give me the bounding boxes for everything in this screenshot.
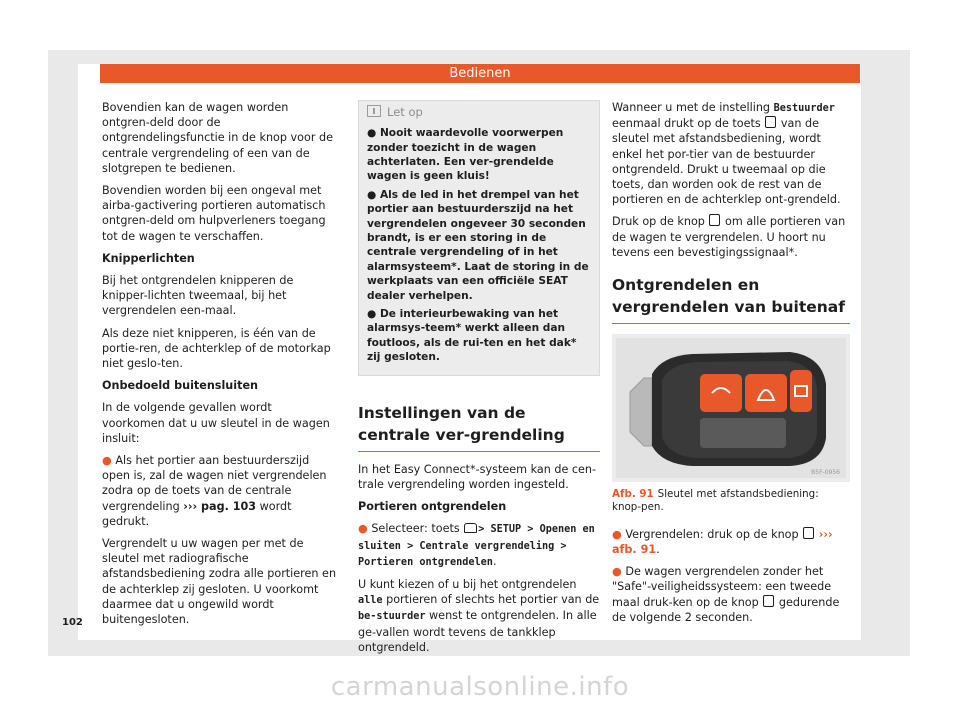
info-icon — [367, 105, 381, 117]
bullet-icon: ● — [367, 127, 380, 140]
bullet-item: ● Als het portier aan bestuurderszijd open is, zal de wagen niet vergrendelen zodra op de toets van de centrale vergrendeling ››› pag. 103 wordt gedrukt. — [102, 454, 327, 528]
bullet-item: ● De wagen vergrendelen zonder het "Safe"-veiligheidssysteem: een tweede maal druk-ken op de knop gedurende de volgende 2 seconden. — [612, 565, 840, 624]
lock-icon — [709, 214, 720, 226]
figure-caption: Afb. 91 Sleutel met afstandsbediening: knop-pen. — [612, 488, 819, 514]
bullet-icon: ● — [358, 522, 372, 536]
note-item: ● Nooit waardevolle voorwerpen zonder toezicht in de wagen achterlaten. Een ver-grendelde wagen is geen kluis! — [367, 127, 564, 183]
lock-icon — [763, 595, 774, 607]
paragraph: Vergrendelt u uw wagen per met de sleutel met radiografische afstandsbediening zodra alle portieren en de achterklep zij gesloten. U voorkomt daarmee dat u ongewild wordt buitengesloten. — [102, 537, 337, 627]
bullet-icon: ● — [612, 527, 626, 541]
figure-reference-link[interactable]: ››› afb. 91 — [612, 527, 833, 557]
bullet-icon: ● — [102, 454, 116, 468]
section-title: Ontgrendelen en vergrendelen van buitenaf — [612, 274, 850, 324]
key-fob-illustration — [612, 334, 850, 482]
page-reference-link[interactable]: ››› pag. 103 — [183, 499, 257, 513]
car-icon — [464, 523, 477, 533]
figure-code: B5F-0956 — [811, 469, 840, 477]
column-right — [612, 100, 850, 632]
bullet-item: ● Selecteer: toets > SETUP > Openen en sluiten > Centrale vergrendeling > Portieren ontgrendelen. — [358, 522, 595, 568]
lock-icon — [803, 527, 814, 539]
paragraph: Bij het ontgrendelen knipperen de knipper-lichten tweemaal, bij het vergrendelen een-maal. — [102, 274, 294, 318]
note-header: Let op — [367, 101, 591, 126]
subheading-knipperlichten: Knipperlichten — [102, 251, 195, 265]
note-item: ● De interieurbewaking van het alarmsys-teem* werkt alleen dan foutloos, als de rui-ten en het dak* zij gesloten. — [367, 308, 577, 364]
warning-note — [358, 100, 600, 376]
column-middle — [358, 100, 600, 662]
trunk-button-illustration — [745, 374, 787, 412]
paragraph: Bovendien kan de wagen worden ontgren-deld door de ontgrendelingsfunctie in de knop voor de centrale vergrendeling of een van de slotgrepen te bedienen. — [102, 101, 333, 175]
menu-path: > SETUP > Openen en sluiten > Centrale vergrendeling > Portieren ontgrendelen — [358, 524, 595, 568]
subheading-portieren: Portieren ontgrendelen — [358, 500, 507, 514]
unlock-button-illustration — [700, 374, 742, 412]
note-item: ● Als de led in het drempel van het portier aan bestuurderszijd na het vergrendelen ongeveer 30 seconden brandt, is er een storing in de centrale vergrendeling of in het alarmsysteem*. Laat de storing in de werkplaats van een officiële SEAT dealer verhelpen. — [367, 188, 589, 302]
bullet-icon: ● — [612, 565, 626, 579]
key-fob-figure — [612, 334, 850, 482]
bullet-icon: ● — [367, 308, 380, 321]
unlock-icon — [765, 116, 776, 128]
paragraph: Als deze niet knipperen, is één van de portie-ren, de achterklep of de motorkap niet geslo-ten. — [102, 326, 331, 371]
paragraph: U kunt kiezen of u bij het ontgrendelen alle portieren of slechts het portier van de be-stuurder wenst te ontgrendelen. In alle ge-vallen wordt tevens de tankklep ontgrendeld. — [358, 577, 600, 654]
section-header: Bedienen — [100, 64, 860, 83]
watermark: carmanualsonline.info — [330, 672, 630, 702]
lock-button-illustration — [790, 370, 812, 412]
paragraph: In het Easy Connect*-systeem kan de cen-trale vergrendeling worden ingesteld. — [358, 462, 597, 491]
page-number: 102 — [62, 617, 83, 628]
paragraph: Bovendien worden bij een ongeval met airba-gactivering portieren automatisch ontgren-deld om hulpverleners toegang tot de wagen te verschaffen. — [102, 184, 326, 243]
bullet-item: ● Vergrendelen: druk op de knop ››› afb. 91. — [612, 527, 833, 557]
paragraph: In de volgende gevallen wordt voorkomen dat u uw sleutel in de wagen insluit: — [102, 401, 330, 445]
subheading-buitensluiten: Onbedoeld buitensluiten — [102, 379, 258, 393]
paragraph: Druk op de knop om alle portieren van de wagen te vergrendelen. U hoort nu tevens een bevestigingssignaal*. — [612, 215, 846, 259]
bullet-icon: ● — [367, 188, 380, 201]
paragraph: Wanneer u met de instelling Bestuurder eenmaal drukt op de toets van de sleutel met afstandsbediening, wordt enkel het por-tier van de bestuurder ontgrendeld. Drukt u tweemaal op die toets, dan worden ook de rest van de portieren en de achterklep ont-grendeld. — [612, 101, 841, 207]
column-left — [102, 100, 338, 634]
section-title: Instellingen van de centrale ver-grendeling — [358, 402, 600, 452]
